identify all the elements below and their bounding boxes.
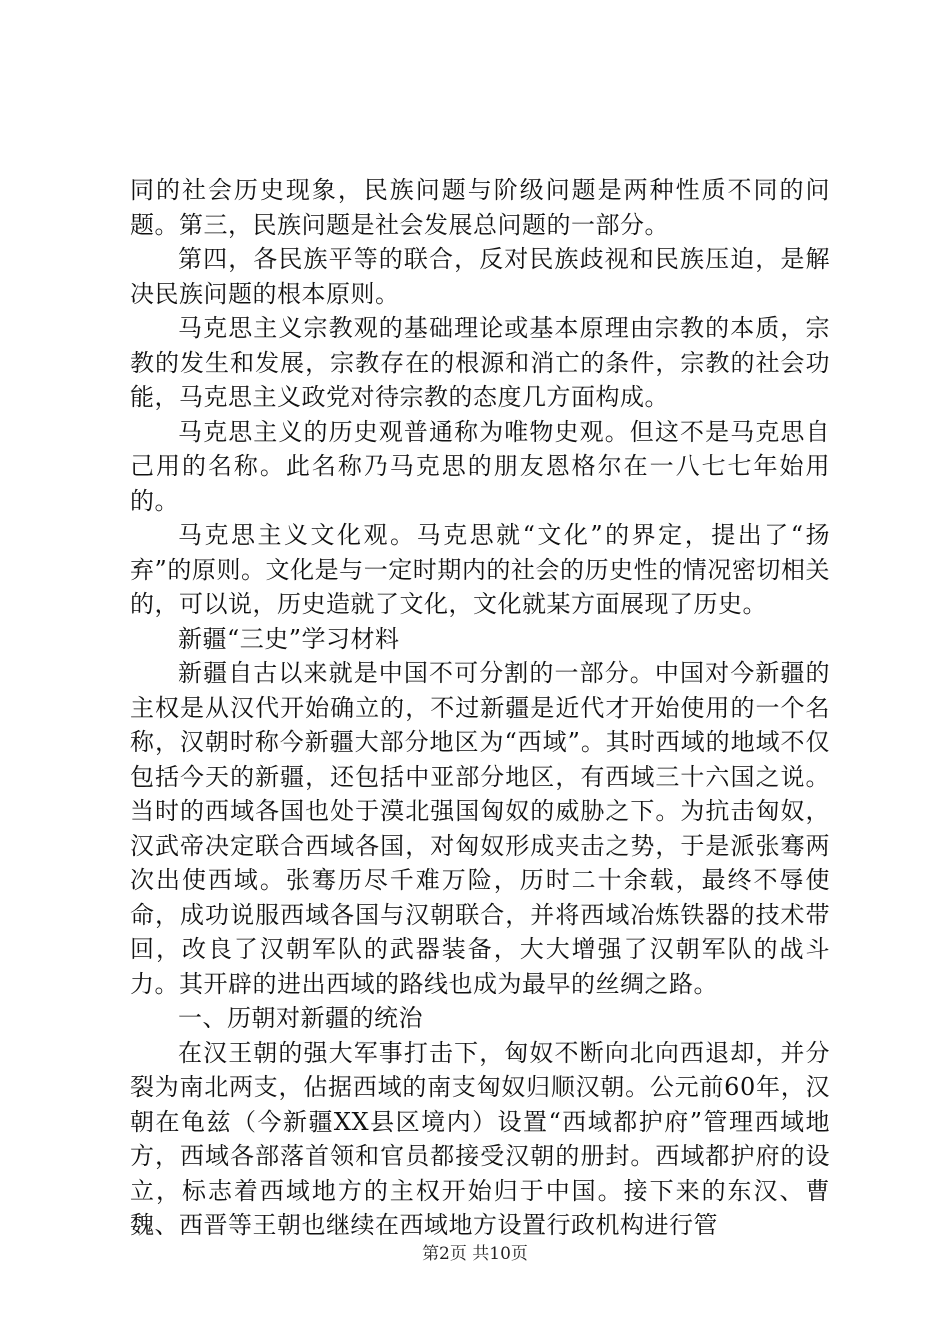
paragraph-xinjiang-history: 新疆自古以来就是中国不可分割的一部分。中国对今新疆的主权是从汉代开始确立的，不过新疆是近代才开始使用的一个名称，汉朝时称今新疆大部分地区为“西域”。其时西域的地域不仅包括今天的新疆，还包括中亚部分地区，有西域三十六国之说。当时的西域各国也处于漠北强国匈奴的威胁之下。为抗击匈奴，汉武帝决定联合西域各国，对匈奴形成夹击之势，于是派张骞两次出使西域。张骞历尽千难万险，历时二十余载，最终不辱使命，成功说服西域各国与汉朝联合，并将西域冶炼铁器的技术带回，改良了汉朝军队的武器装备，大大增强了汉朝军队的战斗力。其开辟的进出西域的路线也成为最早的丝绸之路。 (130, 659, 830, 998)
document-body (130, 173, 830, 1243)
paragraph-principle-four: 第四，各民族平等的联合，反对民族歧视和民族压迫，是解决民族问题的根本原则。 (130, 245, 830, 308)
section-title-three-histories: 新疆“三史”学习材料 (178, 624, 400, 653)
paragraph-culture-view: 马克思主义文化观。马克思就“文化”的界定，提出了“扬弃”的原则。文化是与一定时期内的社会的历史性的情况密切相关的，可以说，历史造就了文化，文化就某方面展现了历史。 (130, 521, 830, 618)
section-heading-dynasties: 一、历朝对新疆的统治 (178, 1004, 423, 1032)
page-footer: 第2页 共10页 (422, 1244, 528, 1264)
paragraph-history-view: 马克思主义的历史观普通称为唯物史观。但这不是马克思自己用的名称。此名称乃马克思的朋友恩格尔在一八七七年始用的。 (130, 417, 830, 515)
paragraph-han-dynasty: 在汉王朝的强大军事打击下，匈奴不断向北向西退却，并分裂为南北两支，佔据西域的南支匈奴归顺汉朝。公元前60年，汉朝在龟兹（今新疆XX县区境内）设置“西域都护府”管理西域地方，西域各部落首领和官员都接受汉朝的册封。西域都护府的设立，标志着西域地方的主权开始归于中国。接下来的东汉、曹魏、西晋等王朝也继续在西域地方设置行政机构进行管 (130, 1038, 830, 1239)
paragraph-religion-view: 马克思主义宗教观的基础理论或基本原理由宗教的本质，宗教的发生和发展，宗教存在的根源和消亡的条件，宗教的社会功能，马克思主义政党对待宗教的态度几方面构成。 (130, 314, 830, 411)
paragraph-continued: 同的社会历史现象，民族问题与阶级问题是两种性质不同的问题。第三，民族问题是社会发展总问题的一部分。 (130, 176, 830, 239)
